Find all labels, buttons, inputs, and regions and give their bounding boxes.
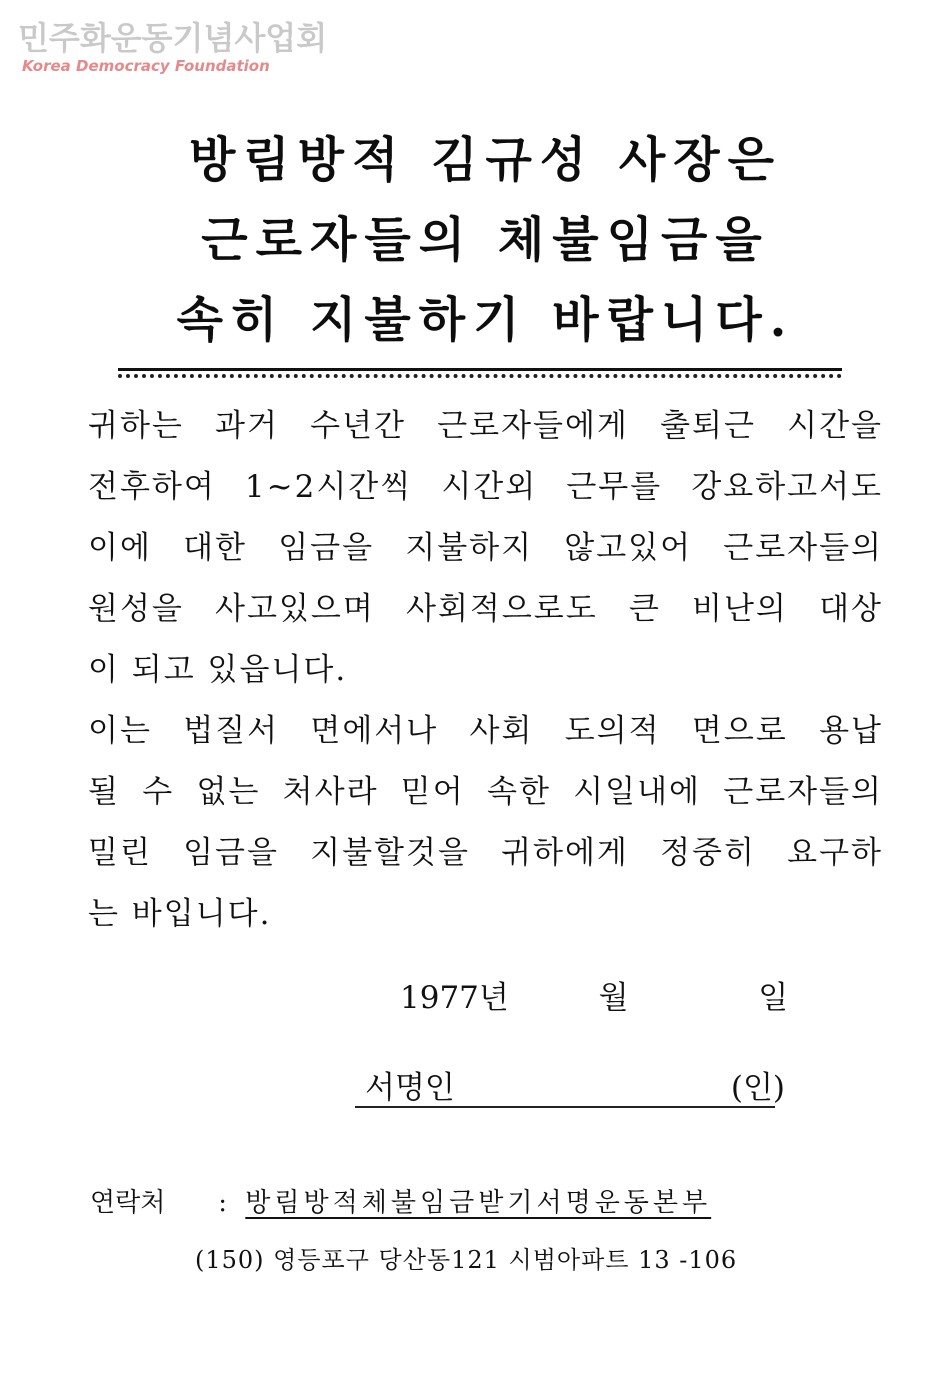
watermark bbox=[18, 20, 327, 76]
title-divider bbox=[118, 368, 842, 382]
signature-block bbox=[355, 1062, 785, 1107]
body-line: 귀하는 과거 수년간 근로자들에게 출퇴근 시간을 bbox=[88, 408, 883, 444]
contact-address: (150) 영등포구 당산동121 시범아파트 13 -106 bbox=[195, 1246, 738, 1274]
contact-info bbox=[90, 1182, 711, 1219]
title-line: 근로자들의 체불임금을 bbox=[201, 212, 770, 268]
title-line: 방림방적 김규성 사장은 bbox=[188, 132, 783, 188]
date-year: 1977년 bbox=[400, 980, 509, 1016]
date-line bbox=[400, 972, 788, 1017]
body-line: 될 수 없는 처사라 믿어 속한 시일내에 근로자들의 bbox=[88, 774, 883, 810]
signature-line bbox=[355, 1106, 775, 1108]
date-day: 일 bbox=[758, 980, 789, 1016]
watermark-korean: 민주화운동기념사업회 bbox=[18, 19, 328, 57]
body-line: 이는 법질서 면에서나 사회 도의적 면으로 용납 bbox=[88, 713, 883, 749]
body-line: 이 되고 있읍니다. bbox=[88, 652, 348, 688]
body-line: 이에 대한 임금을 지불하지 않고있어 근로자들의 bbox=[88, 530, 883, 566]
body-text bbox=[88, 396, 883, 945]
seal-mark: (인) bbox=[730, 1070, 785, 1106]
body-line: 는 바입니다. bbox=[88, 896, 272, 932]
date-month: 월 bbox=[598, 980, 629, 1016]
body-line: 밀린 임금을 지불할것을 귀하에게 정중히 요구하 bbox=[88, 835, 883, 871]
signature-label: 서명인 bbox=[365, 1070, 455, 1106]
title-line: 속히 지불하기 바랍니다. bbox=[176, 292, 795, 348]
contact-label: 연락처 bbox=[90, 1188, 166, 1218]
document-title bbox=[0, 120, 941, 360]
contact-organization: 방림방적체불임금받기서명운동본부 bbox=[245, 1188, 712, 1218]
watermark-english: Korea Democracy Foundation bbox=[22, 57, 270, 75]
body-line: 원성을 사고있으며 사회적으로도 큰 비난의 대상 bbox=[88, 591, 883, 627]
body-line: 전후하여 1~2시간씩 시간외 근무를 강요하고서도 bbox=[88, 469, 883, 505]
contact-separator: : bbox=[218, 1188, 228, 1218]
